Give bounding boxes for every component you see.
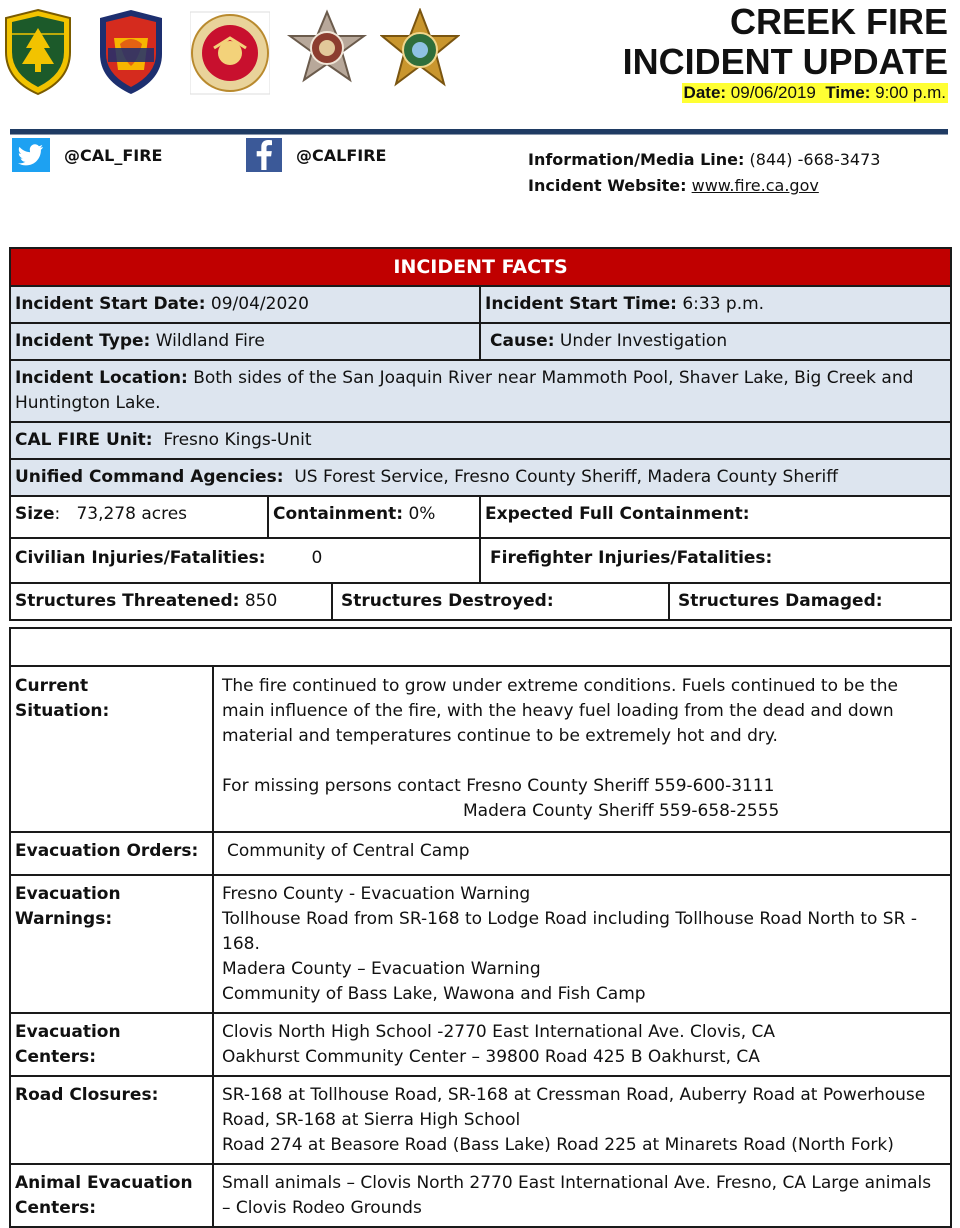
contact-info <box>528 147 880 199</box>
unit-value: Fresno Kings-Unit <box>163 430 312 450</box>
twitter-handle: @CAL_FIRE <box>64 145 163 165</box>
evacuation-centers-label-line-2: Centers: <box>15 1047 97 1067</box>
facebook-icon <box>246 138 282 172</box>
media-label: Information/Media Line: <box>528 150 745 169</box>
evacuation-orders-value: Community of Central Camp <box>213 832 951 875</box>
road-closures-label: Road Closures: <box>10 1076 213 1164</box>
warnings-line-2: Tollhouse Road from SR-168 to Lodge Road including Tollhouse Road North to SR - 168. <box>222 909 917 954</box>
firefighter-injuries-cell <box>480 538 951 583</box>
sheriff-coroner-star-icon <box>286 8 368 96</box>
warnings-line-1: Fresno County - Evacuation Warning <box>222 884 531 904</box>
road-closures-value <box>213 1076 951 1164</box>
current-situation-text: The fire continued to grow under extreme conditions. Fuels continued to be the main influence of the fire, with the heavy fuel loading from the dead and down material and temperatures continue to be extremely hot and dry. <box>222 676 898 746</box>
facebook-handle: @CALFIRE <box>296 145 387 165</box>
cause-label: Cause: <box>490 331 555 351</box>
agencies-cell <box>10 459 951 496</box>
expected-containment-label: Expected Full Containment: <box>485 504 750 524</box>
incident-facts-heading: INCIDENT FACTS <box>10 248 951 286</box>
firefighter-injuries-label: Firefighter Injuries/Fatalities: <box>490 548 773 568</box>
structures-subtable <box>11 584 952 619</box>
centers-line-2: Oakhurst Community Center – 39800 Road 425 B Oakhurst, CA <box>222 1047 760 1067</box>
us-forest-service-shield-icon <box>2 8 74 96</box>
location-label: Incident Location: <box>15 368 188 388</box>
agencies-label: Unified Command Agencies: <box>15 467 284 487</box>
civilian-injuries-cell <box>10 538 480 583</box>
missing-persons-line-2: Madera County Sheriff 559-658-2555 <box>463 801 780 821</box>
structures-destroyed-cell <box>332 584 669 619</box>
agencies-value: US Forest Service, Fresno County Sheriff, Madera County Sheriff <box>294 467 838 487</box>
current-situation-label-line-2: Situation: <box>15 701 110 721</box>
type-row <box>10 323 951 360</box>
unit-cell <box>10 422 951 459</box>
animal-evacuation-row <box>10 1164 951 1227</box>
evacuation-warnings-row <box>10 875 951 1013</box>
current-situation-label <box>10 666 213 832</box>
evacuation-warnings-label: Evacuation Warnings: <box>10 875 213 1013</box>
media-line <box>528 147 880 173</box>
start-date-value: 09/04/2020 <box>210 294 309 314</box>
evacuation-orders-label: Evacuation Orders: <box>10 832 213 875</box>
location-cell <box>10 360 951 422</box>
website-link[interactable]: www.fire.ca.gov <box>691 176 819 195</box>
warnings-line-3: Madera County – Evacuation Warning <box>222 959 541 979</box>
agencies-row <box>10 459 951 496</box>
type-label: Incident Type: <box>15 331 151 351</box>
media-value: (844) -668-3473 <box>749 150 881 169</box>
start-time-label: Incident Start Time: <box>485 294 677 314</box>
agency-logos <box>0 8 470 100</box>
date-label: Date: <box>683 83 727 102</box>
title-line-2: INCIDENT UPDATE <box>622 41 948 82</box>
incident-facts-header-row <box>10 248 951 286</box>
size-label: Size <box>15 504 55 524</box>
road-closures-row <box>10 1076 951 1164</box>
unit-label: CAL FIRE Unit: <box>15 430 153 450</box>
facebook-link[interactable] <box>246 138 386 172</box>
evacuation-orders-row <box>10 832 951 875</box>
roads-line-1: SR-168 at Tollhouse Road, SR-168 at Cressman Road, Auberry Road at Powerhouse Road, SR-168 at Sierra High School <box>222 1085 926 1130</box>
evacuation-centers-label <box>10 1013 213 1076</box>
start-date-label: Incident Start Date: <box>15 294 206 314</box>
civilian-injuries-value: 0 <box>311 548 323 568</box>
current-situation-value <box>213 666 951 832</box>
centers-line-1: Clovis North High School -2770 East International Ave. Clovis, CA <box>222 1022 775 1042</box>
size-cell: Size: 73,278 acres <box>10 496 268 538</box>
location-value: Both sides of the San Joaquin River near Mammoth Pool, Shaver Lake, Big Creek and Huntington Lake. <box>15 368 914 413</box>
structures-threatened-label: Structures Threatened: <box>15 591 240 611</box>
size-row <box>10 496 951 538</box>
website-line <box>528 173 880 199</box>
containment-label: Containment: <box>273 504 404 524</box>
start-row <box>10 286 951 323</box>
containment-cell <box>268 496 480 538</box>
time-label: Time: <box>825 83 871 102</box>
roads-line-2: Road 274 at Beasore Road (Bass Lake) Road 225 at Minarets Road (North Fork) <box>222 1135 894 1155</box>
twitter-icon <box>12 138 50 172</box>
evacuation-centers-row <box>10 1013 951 1076</box>
twitter-link[interactable] <box>12 138 162 172</box>
structures-damaged-cell <box>669 584 952 619</box>
structures-destroyed-label: Structures Destroyed: <box>341 591 554 611</box>
animal-evacuation-label-line-1: Animal Evacuation <box>15 1173 193 1193</box>
warnings-line-4: Community of Bass Lake, Wawona and Fish Camp <box>222 984 646 1004</box>
start-time-cell <box>480 286 951 323</box>
unit-row <box>10 422 951 459</box>
evacuation-centers-label-line-1: Evacuation <box>15 1022 121 1042</box>
structures-cell <box>10 583 951 620</box>
containment-value: 0% <box>408 504 436 524</box>
location-row <box>10 360 951 422</box>
current-situation-header-row <box>10 628 951 666</box>
cause-value: Under Investigation <box>559 331 728 351</box>
header-divider-shadow <box>10 134 948 135</box>
size-value: 73,278 acres <box>76 504 188 524</box>
date-value: 09/06/2019 <box>730 83 816 102</box>
structures-threatened-value: 850 <box>244 591 278 611</box>
injuries-row <box>10 538 951 583</box>
civilian-injuries-label: Civilian Injuries/Fatalities: <box>15 548 266 568</box>
missing-persons-line-1: For missing persons contact Fresno County Sheriff 559-600-3111 <box>222 776 775 796</box>
title-block <box>623 2 948 103</box>
start-time-value: 6:33 p.m. <box>682 294 765 314</box>
animal-evacuation-value: Small animals – Clovis North 2770 East International Ave. Fresno, CA Large animals – Clovis Rodeo Grounds <box>213 1164 951 1227</box>
current-situation-table <box>9 627 952 1228</box>
structures-row <box>10 583 951 620</box>
type-value: Wildland Fire <box>155 331 265 351</box>
evacuation-warnings-value <box>213 875 951 1013</box>
evacuation-centers-value <box>213 1013 951 1076</box>
website-label: Incident Website: <box>528 176 687 195</box>
time-value: 9:00 p.m. <box>875 83 946 102</box>
animal-evacuation-label <box>10 1164 213 1227</box>
cause-cell <box>480 323 951 360</box>
current-situation-row <box>10 666 951 832</box>
fire-chiefs-seal-icon <box>190 8 270 96</box>
animal-evacuation-label-line-2: Centers: <box>15 1198 97 1218</box>
current-situation-label-line-1: Current <box>15 676 89 696</box>
date-time-highlight <box>682 83 948 103</box>
structures-threatened-cell <box>11 584 332 619</box>
title-line-1: CREEK FIRE <box>729 1 948 42</box>
start-date-cell <box>10 286 480 323</box>
current-situation-heading: CURRENT SITUATION <box>10 628 951 666</box>
county-sheriff-star-icon <box>380 8 460 96</box>
expected-containment-cell <box>480 496 951 538</box>
type-cell <box>10 323 480 360</box>
incident-facts-table <box>9 247 952 621</box>
cal-fire-badge-icon <box>98 8 164 96</box>
structures-damaged-label: Structures Damaged: <box>678 591 883 611</box>
